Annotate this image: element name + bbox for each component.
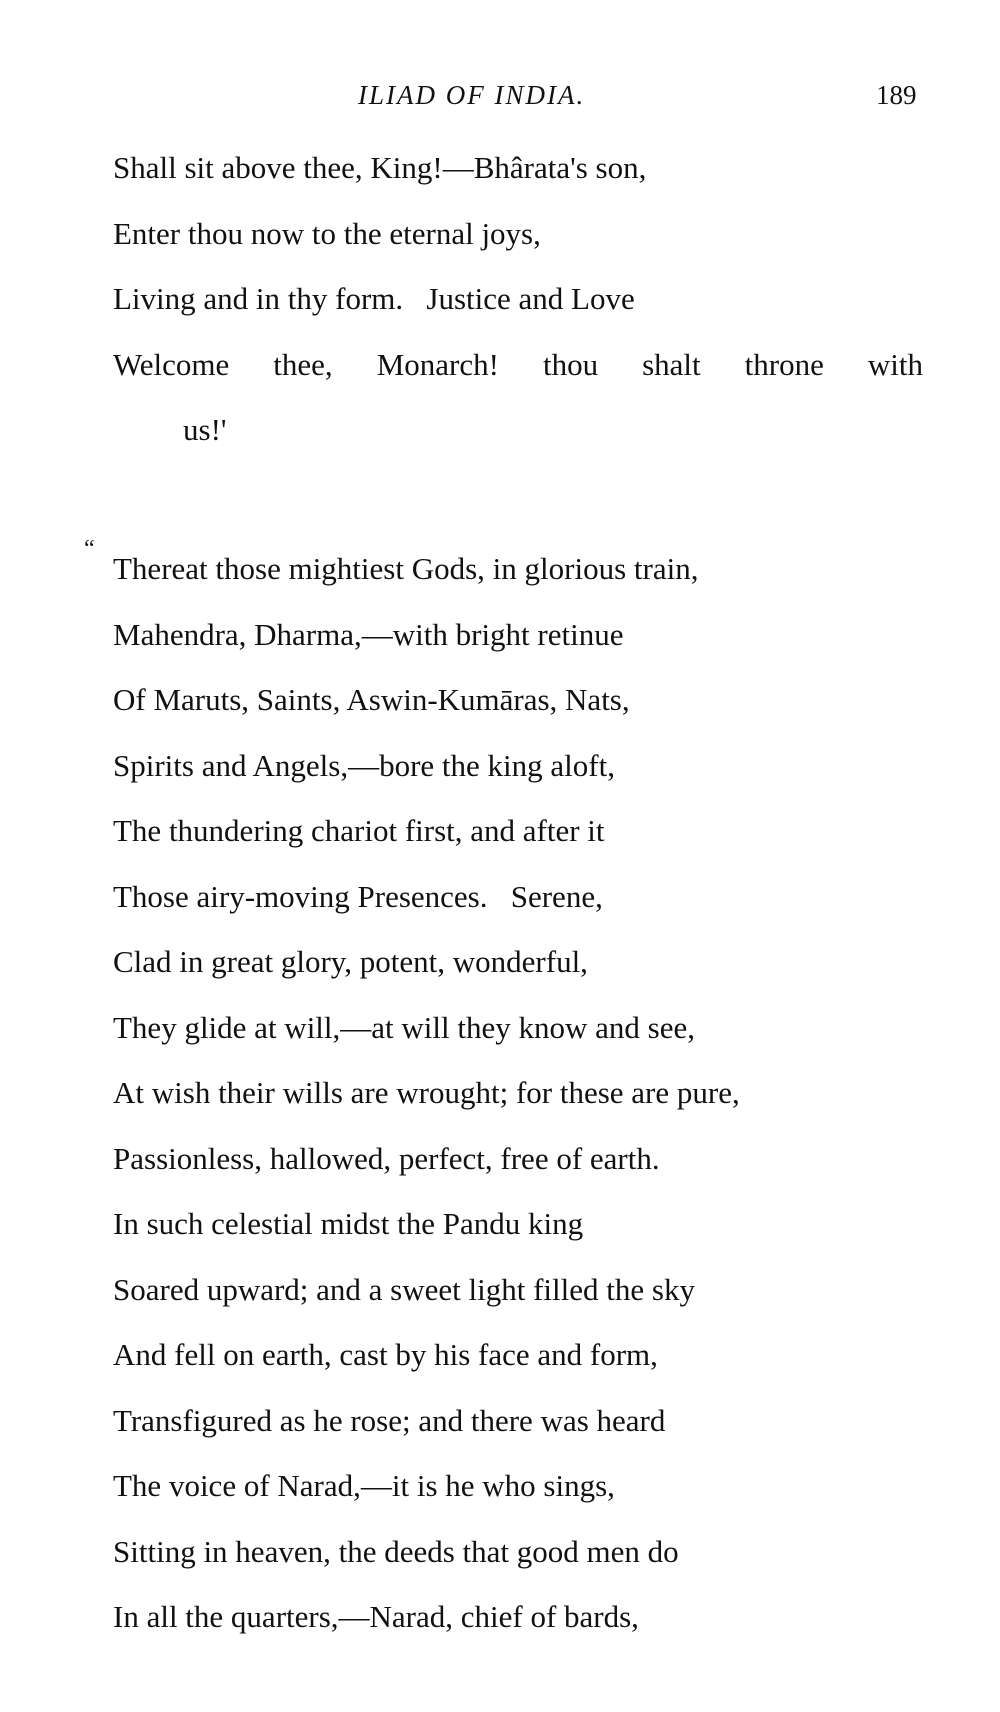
running-title: ILIAD OF INDIA. <box>358 80 586 110</box>
verse-line: Soared upward; and a sweet light filled the sky <box>113 1271 695 1307</box>
verse-line: Of Maruts, Saints, Aswin-Kumāras, Nats, <box>113 682 630 717</box>
verse-line: In all the quarters,—Narad, chief of bards, <box>113 1599 639 1634</box>
stanza-1 <box>113 135 923 463</box>
page-number: 189 <box>876 80 917 110</box>
verse-line: The thundering chariot first, and after it <box>113 813 605 848</box>
verse-line-continuation: us!' <box>183 412 227 447</box>
verse-line: They glide at will,—at will they know and see, <box>113 1009 695 1045</box>
verse-line: Enter thou now to the eternal joys, <box>113 215 541 251</box>
verse-line: Mahendra, Dharma,—with bright retinue <box>113 616 624 652</box>
verse-line: Passionless, hallowed, perfect, free of earth. <box>113 1140 660 1176</box>
opening-quote: “ <box>84 536 95 562</box>
verse-line: Sitting in heaven, the deeds that good men do <box>113 1533 679 1569</box>
verse-line: Those airy-moving Presences. Serene, <box>113 878 603 914</box>
verse-line: At wish their wills are wrought; for these are pure, <box>113 1075 740 1110</box>
verse-line: In such celestial midst the Pandu king <box>113 1206 584 1241</box>
verse-line: Transfigured as he rose; and there was heard <box>113 1402 666 1438</box>
stanza-2 <box>84 536 923 1650</box>
verse-line: Shall sit above thee, King!—Bhârata's son, <box>113 150 647 185</box>
verse-line: Living and in thy form. Justice and Love <box>113 281 635 316</box>
verse-line: And fell on earth, cast by his face and form, <box>113 1337 658 1372</box>
verse-line: Welcome thee, Monarch! thou shalt throne with <box>113 346 923 382</box>
verse-line: Thereat those mightiest Gods, in glorious train, <box>113 551 699 586</box>
verse-line: Clad in great glory, potent, wonderful, <box>113 944 588 979</box>
verse-line: Spirits and Angels,—bore the king aloft, <box>113 747 615 783</box>
verse-line: The voice of Narad,—it is he who sings, <box>113 1468 615 1503</box>
